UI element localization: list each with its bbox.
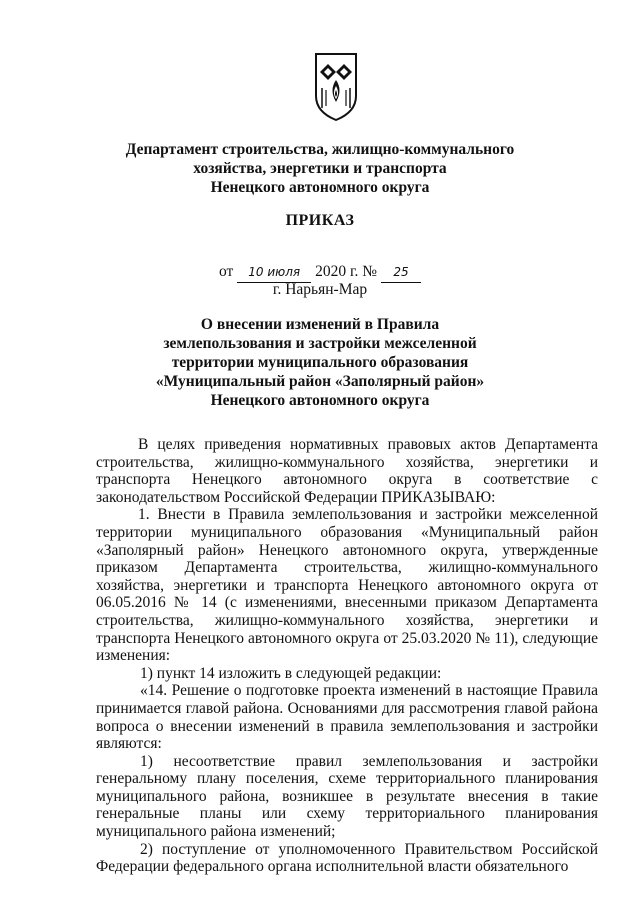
issuer-line: хозяйства, энергетики и транспорта [193, 160, 447, 177]
subject-line: территории муниципального образования [171, 354, 469, 371]
handwritten-date: 10 июля [237, 263, 311, 283]
subject-line: Ненецкого автономного округа [210, 392, 430, 409]
document-type: ПРИКАЗ [285, 212, 355, 229]
body-paragraph: 1) пункт 14 изложить в следующей редакции: [140, 664, 442, 682]
year-and-number-label: 2020 г. № [315, 263, 378, 280]
city: г. Нарьян-Мар [272, 281, 368, 298]
coat-of-arms-icon [312, 50, 360, 122]
body-paragraph: В целях приведения нормативных правовых актов Департамента строительства, жилищно-коммунального хозяйства, энергетики и транспорта Ненецкого автономного округа в соответствие с законодательством Российской Федерации ПРИКАЗЫВАЮ: [96, 436, 598, 506]
issuer-header [0, 140, 640, 197]
body-paragraph: 1. Внести в Правила землепользования и застройки межселенной территории муниципального образования «Муниципальный район «Заполярный район» Ненецкого автономного округа, утвержденные приказом Департамента строительства, жилищно-коммунального хозяйства, энергетики и транспорта Ненецкого автономного округа от 06.05.2016 № 14 (с изменениями, внесенными приказом Департамента строительства, жилищно-коммунального хозяйства, энергетики и транспорта Ненецкого автономного округа от 25.03.2020 № 11), следующие изменения: [96, 506, 598, 665]
issuer-line: Департамент строительства, жилищно-коммунального [125, 141, 515, 158]
subject-line: «Муниципальный район «Заполярный район» [155, 373, 485, 390]
body-paragraph: 1) несоответствие правил землепользования и застройки генеральному плану поселения, схеме территориального планирования муниципального района, возникшее в результате внесения в такие генеральные планы или схему территориального планирования муниципального района изменений; [96, 752, 598, 841]
body-paragraph: «14. Решение о подготовке проекта изменений в настоящие Правила принимается главой района. Основаниями для рассмотрения главой района вопроса о внесении изменений в правила землепользования и застройки являются: [96, 682, 598, 753]
order-subject [0, 315, 640, 410]
handwritten-number: 25 [381, 263, 421, 283]
issuer-line: Ненецкого автономного округа [210, 179, 430, 196]
subject-line: О внесении изменений в Правила [200, 316, 440, 333]
date-prefix: от [219, 263, 234, 280]
order-body [96, 436, 598, 876]
body-paragraph: 2) поступление от уполномоченного Правительством Российской Федерации федерального органа исполнительной власти обязательного [96, 840, 598, 876]
subject-line: землепользования и застройки межселенной [163, 335, 477, 352]
